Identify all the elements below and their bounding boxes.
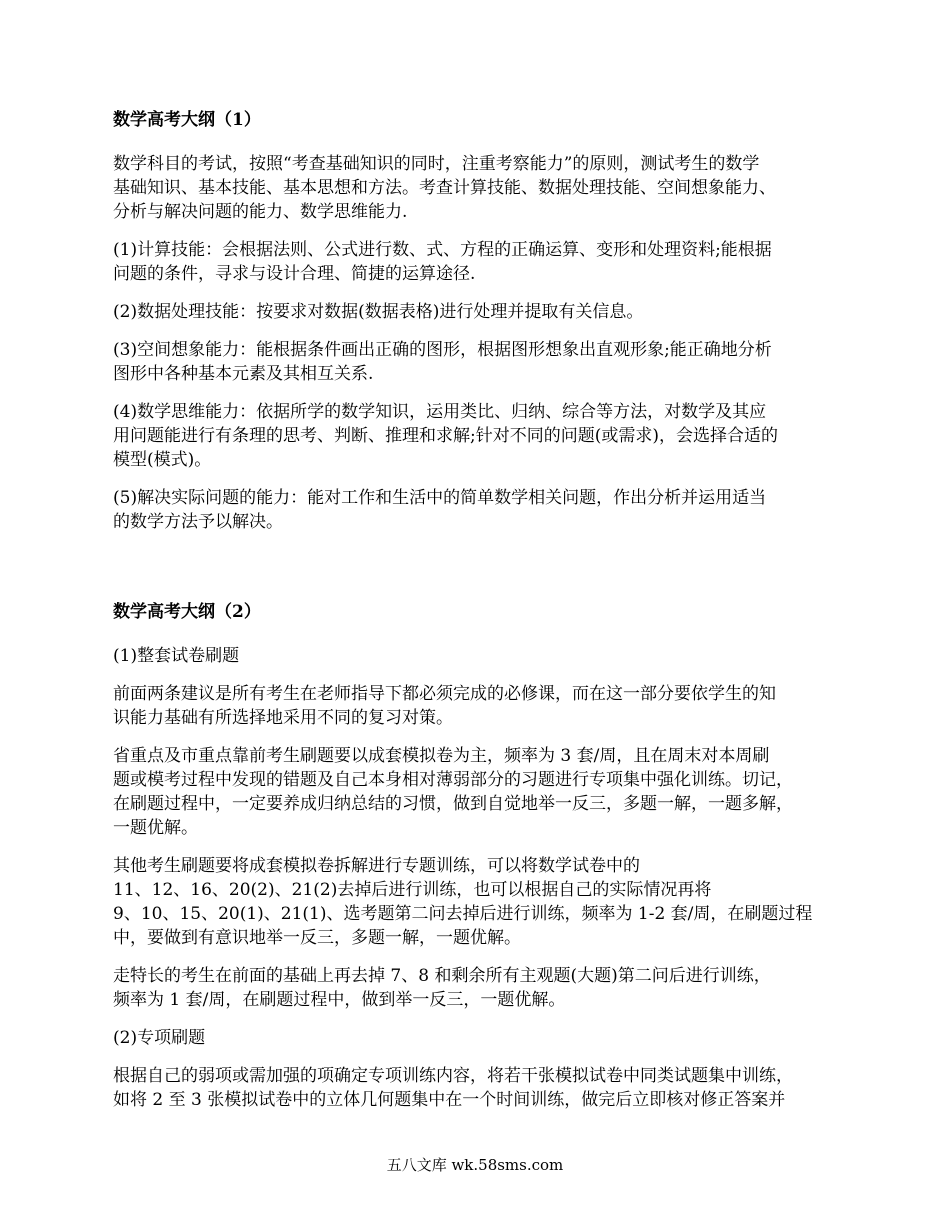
paragraph bbox=[113, 1026, 853, 1050]
paragraph bbox=[113, 238, 853, 286]
page-footer: 五八文库 wk.58sms.com bbox=[386, 1156, 564, 1174]
text-line: 分析与解决问题的能力、数学思维能力. bbox=[113, 202, 408, 222]
text-line: 用问题能进行有条理的思考、判断、推理和求解;针对不同的问题(或需求)，会选择合适的 bbox=[113, 426, 778, 446]
text-line: 模型(模式)。 bbox=[113, 450, 212, 470]
text-line: 问题的条件，寻求与设计合理、简捷的运算途径. bbox=[113, 264, 476, 284]
paragraph bbox=[113, 854, 853, 950]
section-2-title: 数学高考大纲（2） bbox=[113, 602, 261, 622]
text-line: 前面两条建议是所有考生在老师指导下都必须完成的必修课，而在这一部分要依学生的知 bbox=[113, 684, 776, 704]
text-line: (4)数学思维能力：依据所学的数学知识，运用类比、归纳、综合等方法，对数学及其应 bbox=[113, 402, 767, 422]
text-line: 走特长的考生在前面的基础上再去掉 7、8 和剩余所有主观题(大题)第二问后进行训练， bbox=[113, 966, 771, 986]
text-line: 频率为 1 套/周，在刷题过程中，做到举一反三，一题优解。 bbox=[113, 990, 566, 1010]
text-line: (2)专项刷题 bbox=[113, 1028, 206, 1048]
section-1-title: 数学高考大纲（1） bbox=[113, 110, 261, 130]
text-line: 省重点及市重点靠前考生刷题要以成套模拟卷为主，频率为 3 套/周，且在周末对本周刷 bbox=[113, 746, 770, 766]
paragraph bbox=[113, 338, 853, 386]
text-line: 中，要做到有意识地举一反三，多题一解，一题优解。 bbox=[113, 928, 521, 948]
text-line: (5)解决实际问题的能力：能对工作和生活中的简单数学相关问题，作出分析并运用适当 bbox=[113, 488, 767, 508]
paragraph bbox=[113, 400, 853, 472]
paragraph bbox=[113, 1064, 853, 1112]
text-line: 11、12、16、20(2)、21(2)去掉后进行训练，也可以根据自己的实际情况再将 bbox=[113, 880, 712, 900]
text-line: 的数学方法予以解决。 bbox=[113, 512, 283, 532]
text-line: 数学科目的考试，按照“考查基础知识的同时，注重考察能力”的原则，测试考生的数学 bbox=[113, 154, 760, 174]
text-line: 基础知识、基本技能、基本思想和方法。考查计算技能、数据处理技能、空间想象能力、 bbox=[113, 178, 776, 198]
document-page bbox=[113, 108, 853, 1126]
text-line: (3)空间想象能力：能根据条件画出正确的图形，根据图形想象出直观形象;能正确地分析 bbox=[113, 340, 772, 360]
text-line: 根据自己的弱项或需加强的项确定专项训练内容，将若干张模拟试卷中同类试题集中训练， bbox=[113, 1066, 793, 1086]
text-line: 识能力基础有所选择地采用不同的复习对策。 bbox=[113, 708, 453, 728]
text-line: 9、10、15、20(1)、21(1)、选考题第二问去掉后进行训练，频率为 1-2 套/周，在刷题过程 bbox=[113, 904, 813, 924]
section-spacer bbox=[113, 548, 853, 600]
text-line: 图形中各种基本元素及其相互关系. bbox=[113, 364, 374, 384]
text-line: 题或模考过程中发现的错题及自己本身相对薄弱部分的习题进行专项集中强化训练。切记， bbox=[113, 770, 793, 790]
text-line: (2)数据处理技能：按要求对数据(数据表格)进行处理并提取有关信息。 bbox=[113, 302, 644, 322]
paragraph bbox=[113, 644, 853, 668]
text-line: 一题优解。 bbox=[113, 818, 198, 838]
paragraph bbox=[113, 964, 853, 1012]
paragraph bbox=[113, 744, 853, 840]
paragraph bbox=[113, 682, 853, 730]
text-line: (1)整套试卷刷题 bbox=[113, 646, 240, 666]
text-line: 如将 2 至 3 张模拟试卷中的立体几何题集中在一个时间训练，做完后立即核对修正答案并 bbox=[113, 1090, 786, 1110]
text-line: (1)计算技能：会根据法则、公式进行数、式、方程的正确运算、变形和处理资料;能根据 bbox=[113, 240, 772, 260]
text-line: 在刷题过程中，一定要养成归纳总结的习惯，做到自觉地举一反三，多题一解，一题多解， bbox=[113, 794, 793, 814]
paragraph bbox=[113, 300, 853, 324]
paragraph bbox=[113, 486, 853, 534]
text-line: 其他考生刷题要将成套模拟卷拆解进行专题训练，可以将数学试卷中的 bbox=[113, 856, 640, 876]
paragraph bbox=[113, 152, 853, 224]
